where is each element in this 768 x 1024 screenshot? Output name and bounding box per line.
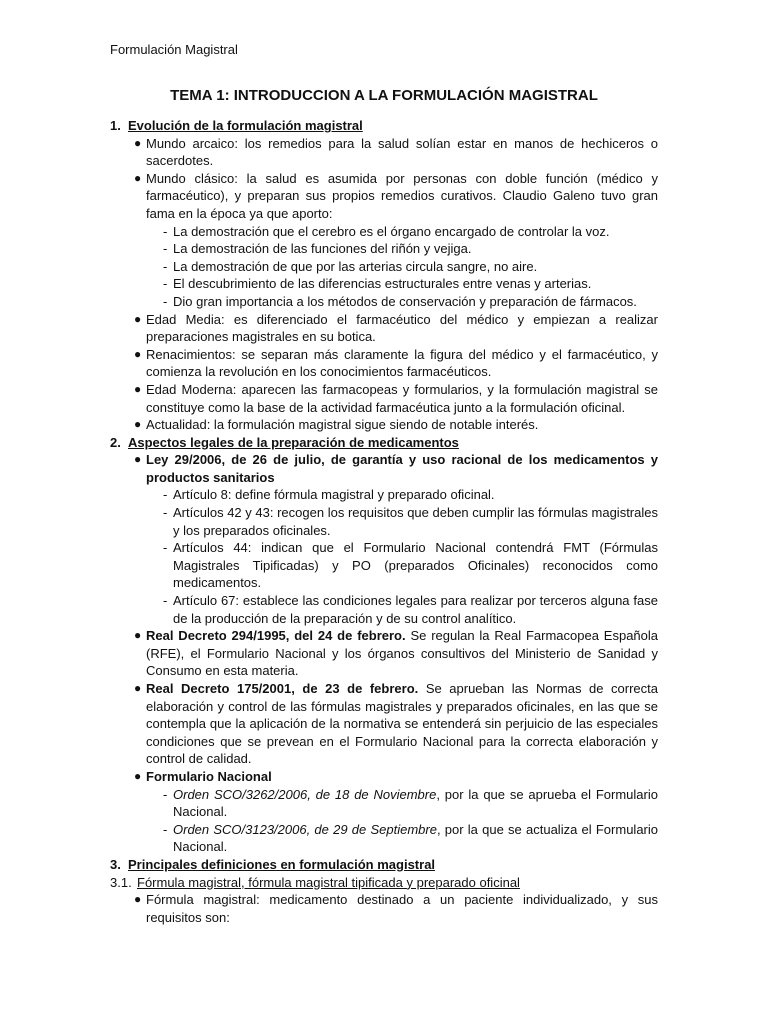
subsection-number: 3.1.	[110, 874, 132, 890]
sub-list-item-text: La demostración que el cerebro es el órgano encargado de controlar la voz.	[173, 223, 610, 239]
section-heading-1	[110, 117, 658, 135]
list-item-text: Fórmula magistral: medicamento destinado a un paciente individualizado, y sus requisitos son:	[146, 892, 658, 925]
bullet-icon: ●	[134, 417, 142, 432]
law-title: Ley 29/2006, de 26 de julio, de garantía y uso racional de los medicamentos y productos sanitarios	[146, 452, 658, 485]
sub-list-item	[163, 592, 658, 627]
sub-list-item	[163, 293, 658, 311]
subsection-heading	[110, 874, 658, 892]
dash-icon: -	[163, 223, 168, 239]
list-item-text: Edad Media: es diferenciado el farmacéutico del médico y empiezan a realizar preparaciones magistrales en su botica.	[146, 311, 658, 345]
dash-icon: -	[163, 505, 168, 521]
bullet-icon: ●	[134, 381, 142, 396]
section-heading-2	[110, 434, 658, 452]
decree-title: Real Decreto 175/2001, de 23 de febrero.	[146, 681, 419, 696]
list-item	[134, 627, 659, 680]
dash-icon: -	[163, 276, 168, 292]
bullet-icon: ●	[134, 768, 142, 783]
dash-icon: -	[163, 786, 168, 802]
list-item-text: Edad Moderna: aparecen las farmacopeas y formularios, y la formulación magistral se constituye como la base de la actividad farmacéutica junto a la formulación oficinal.	[146, 381, 658, 415]
section-title: Aspectos legales de la preparación de medicamentos	[128, 434, 459, 450]
sub-list-item-text: Artículos 44: indican que el Formulario Nacional contendrá FMT (Fórmulas Magistrales Tipificadas) y PO (preparados Oficinales) reconocidos como medicamentos.	[173, 540, 658, 591]
sub-list-item	[163, 539, 658, 592]
bullet-icon: ●	[134, 452, 142, 467]
list-item-text: Formulario Nacional	[146, 768, 272, 784]
dash-icon: -	[163, 293, 168, 309]
bullet-icon: ●	[134, 170, 142, 185]
list-item-text: Renacimientos: se separan más claramente la figura del médico y el farmacéutico, y comienza la revolución en los conocimientos farmacéuticos.	[146, 346, 658, 380]
sub-list-item	[163, 486, 658, 504]
sub-list-item-text: Artículos 42 y 43: recogen los requisitos que deben cumplir las fórmulas magistrales y los preparados oficinales.	[173, 505, 658, 538]
bullet-icon: ●	[134, 346, 142, 361]
list-item-text: Mundo clásico: la salud es asumida por personas con doble función (médico y farmacéutico), y preparan sus propios remedios curativos. Claudio Galeno tuvo gran fama en la época ya que aporto:	[146, 170, 658, 221]
list-item	[134, 680, 659, 768]
section-number: 2.	[110, 434, 121, 450]
order-title: Orden SCO/3123/2006, de 29 de Septiembre	[173, 821, 437, 837]
section-number: 3.	[110, 856, 121, 872]
bullet-icon: ●	[134, 135, 142, 150]
dash-icon: -	[163, 487, 168, 503]
list-item-text: Se aprueban las Normas de correcta elaboración y control de las fórmulas magistrales y preparados oficinales, en las que se contempla que la aplicación de la normativa se entenderá sin perjuicio de las especiales condiciones que se prevean en el Formulario Nacional para la correcta elaboración y control de calidad.	[146, 681, 659, 767]
sub-list-item-text: , por la que se aprueba el Formulario Nacional.	[173, 786, 658, 820]
list-item	[134, 170, 658, 223]
sub-list-item-text: La demostración de que por las arterias circula sangre, no aire.	[173, 258, 538, 274]
sub-list-item	[163, 821, 658, 856]
document-body	[110, 117, 658, 926]
list-item-text: Mundo arcaico: los remedios para la salud solían estar en manos de hechiceros o sacerdotes.	[146, 135, 658, 169]
sub-list-item-text: Artículo 67: establece las condiciones legales para realizar por terceros alguna fase de la producción de la preparación y de su control analítico.	[173, 593, 658, 626]
sub-list-item	[163, 275, 658, 293]
document-title: TEMA 1: INTRODUCCION A LA FORMULACIÓN MAGISTRAL	[170, 87, 598, 104]
bullet-icon: ●	[134, 892, 142, 907]
list-item	[134, 416, 658, 434]
section-number: 1.	[110, 118, 121, 133]
sub-list-item	[163, 504, 658, 539]
list-item	[134, 381, 658, 416]
sub-list-item	[163, 240, 658, 258]
sub-list-item	[163, 258, 658, 276]
list-item-text: Se regulan la Real Farmacopea Española (RFE), el Formulario Nacional y los órganos consultivos del Ministerio de Sanidad y Consumo en esta materia.	[146, 628, 659, 679]
sub-list-item	[163, 786, 658, 821]
sub-list-item	[163, 223, 658, 241]
sub-list-item-text: Artículo 8: define fórmula magistral y preparado oficinal.	[173, 487, 495, 503]
dash-icon: -	[163, 258, 168, 274]
dash-icon: -	[163, 241, 168, 257]
dash-icon: -	[163, 821, 168, 837]
decree-title: Real Decreto 294/1995, del 24 de febrero.	[146, 628, 406, 644]
list-item-text: Actualidad: la formulación magistral sigue siendo de notable interés.	[146, 417, 539, 433]
list-item	[134, 311, 658, 346]
list-item	[134, 768, 658, 786]
list-item	[134, 451, 658, 486]
sub-list-item-text: El descubrimiento de las diferencias estructurales entre venas y arterias.	[173, 276, 592, 292]
order-title: Orden SCO/3262/2006, de 18 de Noviembre	[173, 786, 437, 802]
running-header: Formulación Magistral	[110, 42, 238, 57]
subsection-title: Fórmula magistral, fórmula magistral tipificada y preparado oficinal	[137, 874, 520, 890]
list-item	[134, 891, 658, 926]
list-item	[134, 135, 658, 170]
section-title: Evolución de la formulación magistral	[128, 118, 363, 133]
bullet-icon: ●	[134, 311, 142, 326]
section-heading-3	[110, 856, 658, 874]
sub-list-item-text: La demostración de las funciones del riñón y vejiga.	[173, 241, 472, 257]
bullet-icon: ●	[134, 681, 142, 695]
sub-list-item-text: Dio gran importancia a los métodos de conservación y preparación de fármacos.	[173, 293, 637, 309]
section-title: Principales definiciones en formulación magistral	[128, 856, 436, 872]
list-item	[134, 346, 658, 381]
dash-icon: -	[163, 593, 168, 609]
bullet-icon: ●	[134, 628, 142, 643]
sub-list-item-text: , por la que se actualiza el Formulario Nacional.	[173, 821, 658, 855]
dash-icon: -	[163, 540, 168, 556]
